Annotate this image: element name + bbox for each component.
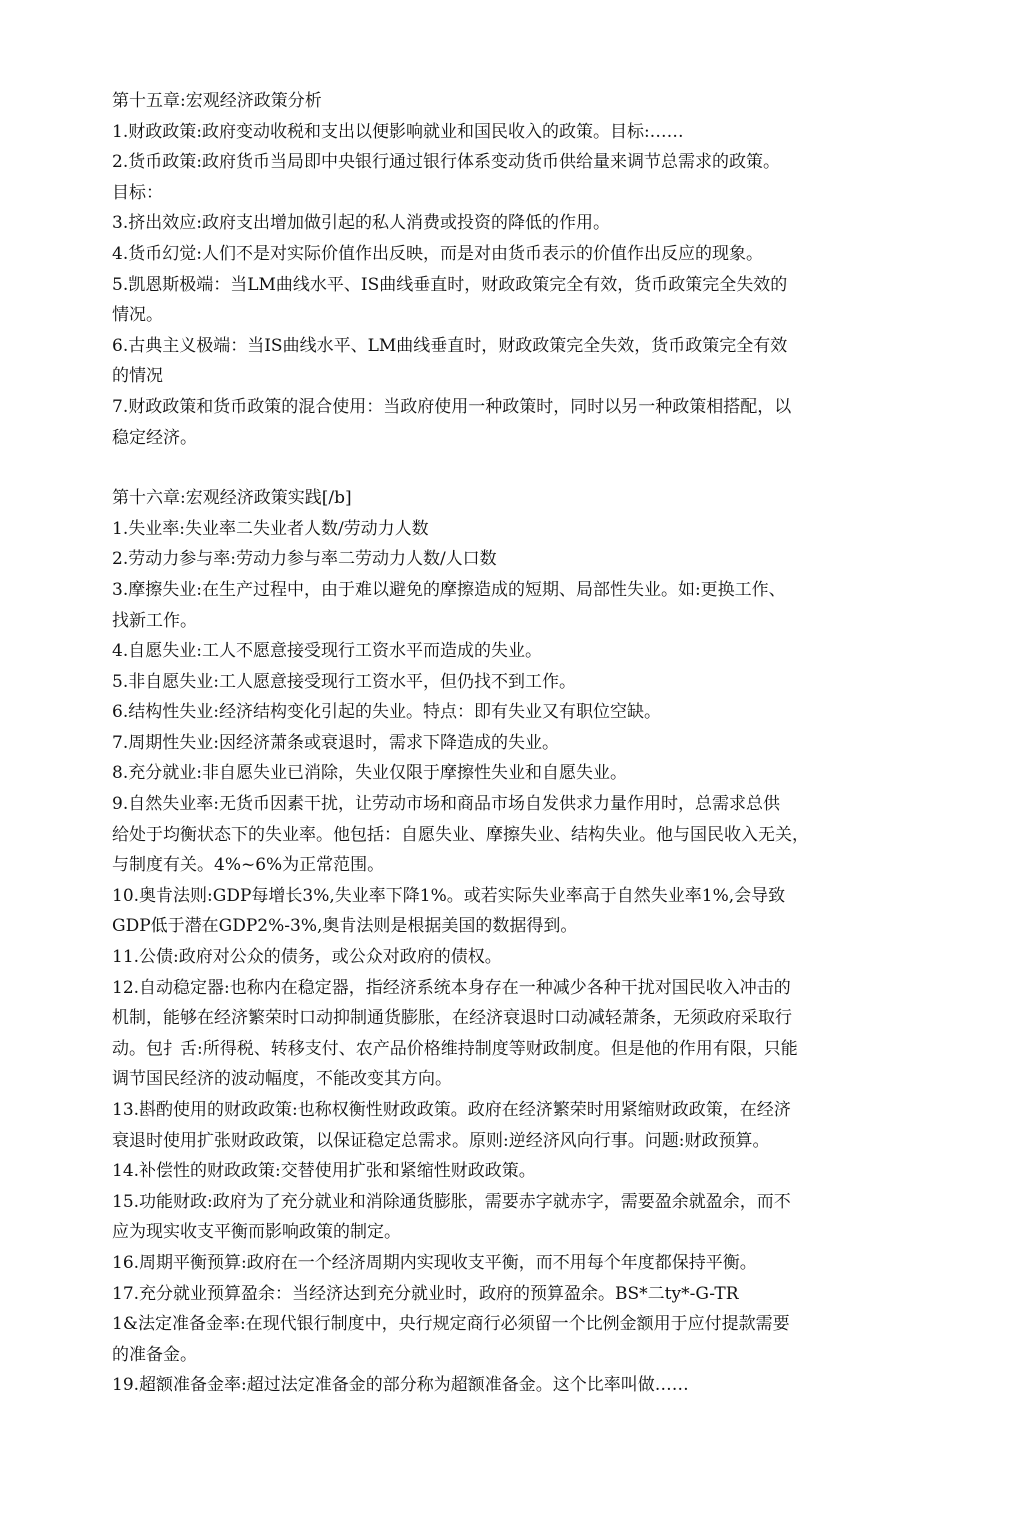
document-page xyxy=(112,86,902,1401)
list-item: 1.财政政策:政府变动收税和支出以便影响就业和国民收入的政策。目标:…… xyxy=(112,121,684,142)
list-item: 11.公债:政府对公众的债务，或公众对政府的债权。 xyxy=(112,947,502,968)
list-item: 5.非自愿失业:工人愿意接受现行工资水平，但仍找不到工作。 xyxy=(112,671,576,692)
list-item: 8.充分就业:非自愿失业已消除，失业仅限于摩擦性失业和自愿失业。 xyxy=(112,763,627,784)
list-item: 3.摩擦失业:在生产过程中，由于难以避免的摩擦造成的短期、局部性失业。如:更换工作、 找新工作。 xyxy=(112,579,786,631)
chapter-title: 第十六章:宏观经济政策实践[/b] xyxy=(112,488,352,509)
list-item: 2.劳动力参与率:劳动力参与率二劳动力人数/人口数 xyxy=(112,549,497,570)
list-item: 4.货币幻觉:人们不是对实际价值作出反映，而是对由货币表示的价值作出反应的现象。 xyxy=(112,243,763,264)
list-item: 7.财政政策和货币政策的混合使用：当政府使用一种政策时，同时以另一种政策相搭配，以 稳定经济。 xyxy=(112,396,792,448)
list-item: 16.周期平衡预算:政府在一个经济周期内实现收支平衡，而不用每个年度都保持平衡。 xyxy=(112,1252,757,1273)
chapter-16-section xyxy=(112,483,902,1401)
list-item: 2.货币政策:政府货币当局即中央银行通过银行体系变动货币供给量来调节总需求的政策。 目标： xyxy=(112,152,780,203)
list-item: 13.斟酌使用的财政政策:也称权衡性财政政策。政府在经济繁荣时用紧缩财政政策，在经济 衰退时使用扩张财政政策，以保证稳定总需求。原则:逆经济风向行事。问题:财政预算。 xyxy=(112,1100,791,1151)
list-item: 14.补偿性的财政政策:交替使用扩张和紧缩性财政政策。 xyxy=(112,1161,536,1182)
list-item: 9.自然失业率:无货币因素干扰，让劳动市场和商品市场自发供求力量作用时，总需求总供 给处于均衡状态下的失业率。他包括：自愿失业、摩擦失业、结构失业。他与国民收入无关， 与制度有关。4%~6%为正常范围。 xyxy=(112,794,809,876)
list-item: 1.失业率:失业率二失业者人数/劳动力人数 xyxy=(112,518,429,539)
chapter-15-section xyxy=(112,86,902,453)
list-item: 6.结构性失业:经济结构变化引起的失业。特点：即有失业又有职位空缺。 xyxy=(112,702,661,723)
list-item: 3.挤出效应:政府支出增加做引起的私人消费或投资的降低的作用。 xyxy=(112,213,610,234)
chapter-title: 第十五章:宏观经济政策分析 xyxy=(112,91,322,111)
list-item: 5.凯恩斯极端：当LM曲线水平、IS曲线垂直时，财政政策完全有效，货币政策完全失效的 情况。 xyxy=(112,274,788,326)
list-item: 19.超额准备金率:超过法定准备金的部分称为超额准备金。这个比率叫做…… xyxy=(112,1375,689,1396)
list-item: 17.充分就业预算盈余：当经济达到充分就业时，政府的预算盈余。BS*二ty*-G-TR xyxy=(112,1283,739,1304)
list-item: 10.奥肯法则:GDP每增长3%,失业率下降1%。或若实际失业率高于自然失业率1%,会导致 GDP低于潜在GDP2%-3%,奥肯法则是根据美国的数据得到。 xyxy=(112,885,786,937)
list-item: 15.功能财政:政府为了充分就业和消除通货膨胀，需要赤字就赤字，需要盈余就盈余，而不 应为现实收支平衡而影响政策的制定。 xyxy=(112,1191,791,1243)
list-item: 7.周期性失业:因经济萧条或衰退时，需求下降造成的失业。 xyxy=(112,732,559,753)
list-item: 4.自愿失业:工人不愿意接受现行工资水平而造成的失业。 xyxy=(112,641,542,662)
list-item: 1&法定准备金率:在现代银行制度中，央行规定商行必须留一个比例金额用于应付提款需要 的准备金。 xyxy=(112,1314,790,1365)
list-item: 6.古典主义极端：当IS曲线水平、LM曲线垂直时，财政政策完全失效，货币政策完全有效 的情况 xyxy=(112,335,788,387)
list-item: 12.自动稳定器:也称内在稳定器，指经济系统本身存在一种减少各种干扰对国民收入冲击的 机制，能够在经济繁荣时口动抑制通货膨胀，在经济衰退时口动减轻萧条，无须政府采取行 动。包扌舌:所得税、转移支付、农产品价格维持制度等财政制度。但是他的作用有限，只能 调节国民经济的波动幅度，不能改变其方向。 xyxy=(112,977,798,1090)
